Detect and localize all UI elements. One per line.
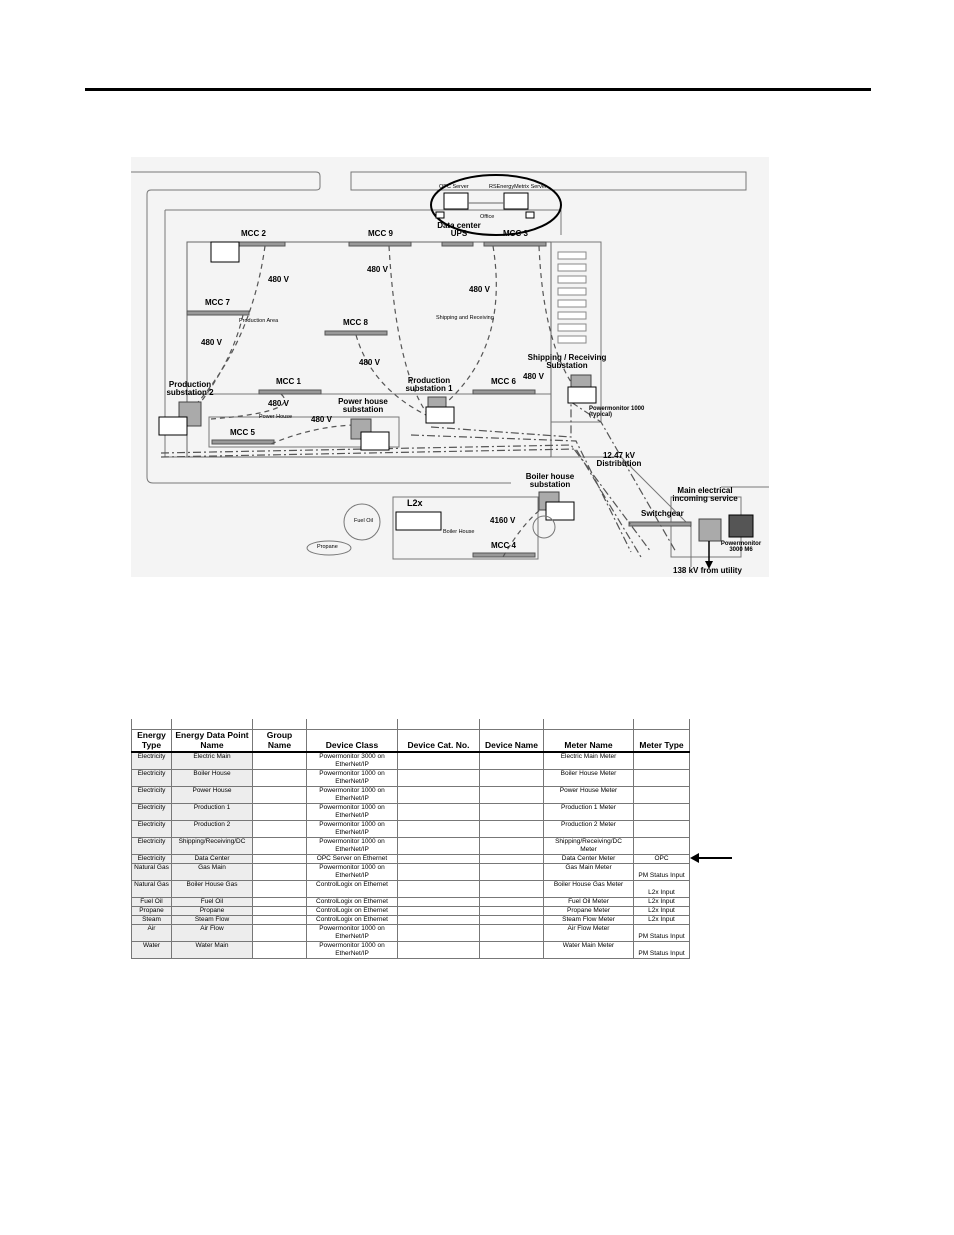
table-row — [132, 907, 690, 916]
table-cell — [480, 855, 544, 864]
energy-data-table — [131, 719, 690, 959]
table-cell — [253, 821, 307, 838]
table-cell — [253, 942, 307, 959]
column-header: Meter Type — [634, 730, 690, 753]
table-cell — [480, 752, 544, 770]
table-cell: Electricity — [132, 821, 172, 838]
table-cell — [634, 787, 690, 804]
table-cell: Steam — [132, 916, 172, 925]
table-cell: Steam Flow — [172, 916, 253, 925]
table-header-row — [132, 730, 690, 753]
powermonitor-3000-label: Powermonitor 3000 M6 — [720, 541, 762, 554]
table-cell: OPC Server on Ethernet — [307, 855, 398, 864]
table-cell: Water — [132, 942, 172, 959]
shipping-area-label: Shipping and Receiving — [436, 315, 494, 321]
table-cell: Electricity — [132, 787, 172, 804]
table-cell — [253, 804, 307, 821]
table-cell: Electric Main Meter — [544, 752, 634, 770]
voltage-label: 480 V — [523, 372, 544, 381]
table-cell — [634, 804, 690, 821]
table-row — [132, 787, 690, 804]
table-cell — [480, 804, 544, 821]
table-cell: ControlLogix on Ethernet — [307, 907, 398, 916]
table-cell: Boiler House Gas — [172, 881, 253, 898]
table-cell: ControlLogix on Ethernet — [307, 916, 398, 925]
table-cell — [398, 804, 480, 821]
table-cell — [398, 942, 480, 959]
table-cell — [398, 838, 480, 855]
table-cell: ControlLogix on Ethernet — [307, 881, 398, 898]
voltage-4160-label: 4160 V — [490, 516, 516, 525]
table-row — [132, 925, 690, 942]
table-cell: Air Flow Meter — [544, 925, 634, 942]
column-header: Meter Name — [544, 730, 634, 753]
production-substation-1-label: Production substation 1 — [405, 376, 453, 394]
table-cell: Propane Meter — [544, 907, 634, 916]
table-cell: L2x Input — [634, 898, 690, 907]
column-header: Group Name — [253, 730, 307, 753]
table-row — [132, 855, 690, 864]
office-label: Office — [480, 214, 495, 220]
table-cell: Electricity — [132, 752, 172, 770]
table-row — [132, 881, 690, 898]
table-cell — [634, 821, 690, 838]
rs-server-label: RSEnergyMetrix Server — [489, 184, 547, 190]
mcc-2-label: MCC 2 — [241, 229, 266, 238]
table-cell — [398, 770, 480, 787]
voltage-label: 480 V — [367, 265, 388, 274]
table-row — [132, 838, 690, 855]
table-cell — [480, 821, 544, 838]
table-cell: PM Status Input — [634, 864, 690, 881]
voltage-label: 480 V — [268, 275, 289, 284]
table-cell: L2x Input — [634, 907, 690, 916]
table-cell — [398, 898, 480, 907]
voltage-label: 480 V — [311, 415, 332, 424]
table-cell: Air — [132, 925, 172, 942]
power-house-substation-label: Power house substation — [338, 397, 388, 415]
distribution-label: 12.47 kV Distribution — [596, 451, 642, 469]
boiler-house-substation-label: Boiler house substation — [525, 472, 575, 490]
table-cell: PM Status Input — [634, 925, 690, 942]
column-header: Device Class — [307, 730, 398, 753]
table-row — [132, 898, 690, 907]
table-cell — [398, 916, 480, 925]
table-cell — [398, 907, 480, 916]
table-cell: Powermonitor 1000 on EtherNet/IP — [307, 838, 398, 855]
table-cell: Powermonitor 1000 on EtherNet/IP — [307, 864, 398, 881]
mcc-7-label: MCC 7 — [205, 298, 230, 307]
opc-server-label: OPC Server — [439, 184, 469, 190]
table-cell — [480, 907, 544, 916]
table-row — [132, 770, 690, 787]
table-cell: Natural Gas — [132, 864, 172, 881]
table-cell: Steam Flow Meter — [544, 916, 634, 925]
table-cell: Electricity — [132, 855, 172, 864]
table-cell — [253, 916, 307, 925]
table-cell: Production 1 — [172, 804, 253, 821]
table-cell: Data Center Meter — [544, 855, 634, 864]
table-cell: Fuel Oil Meter — [544, 898, 634, 907]
table-cell: Powermonitor 1000 on EtherNet/IP — [307, 770, 398, 787]
table-cell — [253, 864, 307, 881]
table-cell — [634, 838, 690, 855]
table-cell — [480, 925, 544, 942]
table-row — [132, 942, 690, 959]
table-cell: Gas Main Meter — [544, 864, 634, 881]
table-cell: Powermonitor 3000 on EtherNet/IP — [307, 752, 398, 770]
table-cell: Electricity — [132, 838, 172, 855]
table-cell — [398, 752, 480, 770]
table-cell — [480, 770, 544, 787]
table-row — [132, 752, 690, 770]
table-cell — [480, 898, 544, 907]
mcc-3-label: MCC 3 — [503, 229, 528, 238]
production-area-label: Production Area — [239, 318, 279, 324]
column-header: Device Cat. No. — [398, 730, 480, 753]
table-row — [132, 804, 690, 821]
table-cell: PM Status Input — [634, 942, 690, 959]
voltage-label: 480 V — [469, 285, 490, 294]
table-cell: Powermonitor 1000 on EtherNet/IP — [307, 787, 398, 804]
table-cell: Boiler House — [172, 770, 253, 787]
mcc-1-label: MCC 1 — [276, 377, 301, 386]
table-cell: Propane — [172, 907, 253, 916]
fuel-oil-label: Fuel Oil — [354, 518, 373, 524]
table-cell: Gas Main — [172, 864, 253, 881]
column-header: Energy Type — [132, 730, 172, 753]
table-cell — [480, 881, 544, 898]
table-cell — [480, 838, 544, 855]
table-cell: Powermonitor 1000 on EtherNet/IP — [307, 925, 398, 942]
table-cell — [253, 838, 307, 855]
table-cell — [398, 864, 480, 881]
mcc-4-label: MCC 4 — [491, 541, 516, 550]
table-cell — [480, 787, 544, 804]
table-cell: Powermonitor 1000 on EtherNet/IP — [307, 804, 398, 821]
table-cell — [253, 752, 307, 770]
table-cell: Air Flow — [172, 925, 253, 942]
mcc-8-label: MCC 8 — [343, 318, 368, 327]
table-cell — [480, 864, 544, 881]
data-center-label: Data center UPS — [437, 221, 481, 239]
table-cell: Electric Main — [172, 752, 253, 770]
power-house-area-label: Power House — [259, 414, 293, 420]
shipping-substation-label: Shipping / Receiving Substation — [527, 353, 607, 371]
table-cell: Shipping/Receiving/DC Meter — [544, 838, 634, 855]
table-cell: Water Main — [172, 942, 253, 959]
column-header: Device Name — [480, 730, 544, 753]
table-cell: Boiler House Meter — [544, 770, 634, 787]
table-cell — [253, 898, 307, 907]
table-cell: Boiler House Gas Meter — [544, 881, 634, 898]
table-cell: L2x Input — [634, 881, 690, 898]
header-rule — [85, 88, 871, 91]
energy-data-table-wrap — [131, 719, 690, 959]
mcc-9-label: MCC 9 — [368, 229, 393, 238]
propane-label: Propane — [317, 544, 338, 550]
table-cell — [253, 787, 307, 804]
table-cell — [253, 881, 307, 898]
table-cell: Powermonitor 1000 on EtherNet/IP — [307, 942, 398, 959]
table-cell: OPC — [634, 855, 690, 864]
table-cell — [253, 907, 307, 916]
column-header: Energy Data Point Name — [172, 730, 253, 753]
arrow-left-icon — [690, 852, 732, 864]
table-cell: Electricity — [132, 804, 172, 821]
table-cell — [480, 942, 544, 959]
l2x-label: L2x — [407, 498, 423, 508]
switchgear-label: Switchgear — [641, 509, 684, 518]
table-cell: Powermonitor 1000 on EtherNet/IP — [307, 821, 398, 838]
table-cell: Power House Meter — [544, 787, 634, 804]
powermonitor-1000-label: Powermonitor 1000 (typical) — [589, 406, 645, 419]
table-cell — [398, 787, 480, 804]
table-cell — [253, 770, 307, 787]
table-body — [132, 752, 690, 959]
utility-label: 138 kV from utility — [673, 566, 742, 575]
table-cell: Natural Gas — [132, 881, 172, 898]
production-substation-2-label: Production substation 2 — [166, 380, 214, 398]
table-cell: Production 2 Meter — [544, 821, 634, 838]
table-cell — [634, 752, 690, 770]
table-cell: Production 1 Meter — [544, 804, 634, 821]
voltage-label: 480 V — [359, 358, 380, 367]
table-cell: Data Center — [172, 855, 253, 864]
facility-diagram — [131, 157, 769, 577]
table-cell — [398, 821, 480, 838]
table-row — [132, 821, 690, 838]
table-cell: L2x Input — [634, 916, 690, 925]
table-cell: Power House — [172, 787, 253, 804]
table-cell: Production 2 — [172, 821, 253, 838]
voltage-label: 480 V — [268, 399, 289, 408]
table-cell: Electricity — [132, 770, 172, 787]
table-row — [132, 916, 690, 925]
mcc-6-label: MCC 6 — [491, 377, 516, 386]
table-cell — [253, 855, 307, 864]
table-cell — [480, 916, 544, 925]
table-cell: Propane — [132, 907, 172, 916]
table-cell — [398, 855, 480, 864]
table-row — [132, 864, 690, 881]
table-cell: Water Main Meter — [544, 942, 634, 959]
main-service-label: Main electrical incoming service — [672, 486, 738, 504]
table-cell: Fuel Oil — [172, 898, 253, 907]
table-cell — [398, 881, 480, 898]
table-cell: Shipping/Receiving/DC — [172, 838, 253, 855]
mcc-5-label: MCC 5 — [230, 428, 255, 437]
voltage-label: 480 V — [201, 338, 222, 347]
table-cell — [634, 770, 690, 787]
table-cell — [398, 925, 480, 942]
table-cell — [253, 925, 307, 942]
boiler-house-area-label: Boiler House — [443, 529, 475, 535]
table-cell: ControlLogix on Ethernet — [307, 898, 398, 907]
table-cell: Fuel Oil — [132, 898, 172, 907]
